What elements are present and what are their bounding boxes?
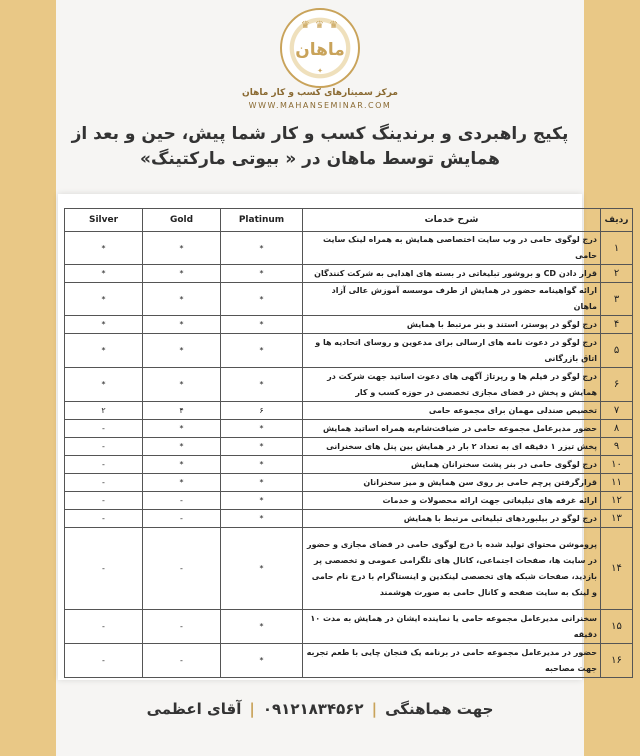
service-description: درج لوگو در پوستر، استند و بنر مرتبط با همایش xyxy=(303,316,601,334)
row-number: ۱۴ xyxy=(601,528,633,610)
row-number: ۴ xyxy=(601,316,633,334)
gold-value: * xyxy=(143,283,221,316)
gold-value: * xyxy=(143,420,221,438)
gold-value: - xyxy=(143,510,221,528)
service-description: حضور مدیرعامل مجموعه حامی در ضیافت‌شام‌به همراه اساتید همایش xyxy=(303,420,601,438)
table-row xyxy=(65,334,633,368)
brand-tagline: مرکز سمینارهای کسب و کار ماهان xyxy=(242,88,398,98)
gold-value: * xyxy=(143,438,221,456)
silver-value: * xyxy=(65,368,143,402)
row-number: ۹ xyxy=(601,438,633,456)
silver-value: - xyxy=(65,528,143,610)
silver-value: - xyxy=(65,420,143,438)
table-row xyxy=(65,474,633,492)
platinum-value: * xyxy=(221,528,303,610)
platinum-value: * xyxy=(221,232,303,265)
row-number: ۳ xyxy=(601,283,633,316)
row-number: ۱۳ xyxy=(601,510,633,528)
table-row xyxy=(65,438,633,456)
table-row xyxy=(65,610,633,644)
gold-value: * xyxy=(143,316,221,334)
header-platinum: Platinum xyxy=(221,209,303,232)
silver-value: - xyxy=(65,438,143,456)
silver-value: - xyxy=(65,644,143,678)
service-description: ارائه غرفه های تبلیغاتی جهت ارائه محصولات و خدمات xyxy=(303,492,601,510)
silver-value: - xyxy=(65,456,143,474)
page-title: پکیج راهبردی و برندینگ کسب و کار شما پیش، حین و بعد از همایش توسط ماهان در « بیوتی مارکتینگ» xyxy=(71,124,569,169)
gold-value: - xyxy=(143,644,221,678)
silver-value: * xyxy=(65,316,143,334)
contact-phone: ۰۹۱۲۱۸۳۴۵۶۲ xyxy=(262,700,364,718)
footer-separator: | xyxy=(371,700,378,718)
table-row xyxy=(65,283,633,316)
silver-value: - xyxy=(65,474,143,492)
gold-value: * xyxy=(143,334,221,368)
table-row xyxy=(65,402,633,420)
brand-header xyxy=(56,0,584,116)
table-row xyxy=(65,644,633,678)
header-row-number: ردیف xyxy=(601,209,633,232)
row-number: ۱ xyxy=(601,232,633,265)
silver-value: * xyxy=(65,334,143,368)
brand-url: WWW.MAHANSEMINAR.COM xyxy=(248,101,392,110)
services-card xyxy=(58,194,629,680)
contact-person: آقای اعظمی xyxy=(146,700,242,718)
header-services: شرح خدمات xyxy=(303,209,601,232)
gold-value: * xyxy=(143,232,221,265)
service-description: حضور در مدیرعامل مجموعه حامی در برنامه یک فنجان چایی با طعم تجربه جهت مصاحبه xyxy=(303,644,601,678)
silver-value: * xyxy=(65,283,143,316)
platinum-value: * xyxy=(221,644,303,678)
platinum-value: * xyxy=(221,316,303,334)
left-border-band xyxy=(0,0,56,756)
logo-wordmark: ماهان xyxy=(295,40,345,60)
table-row xyxy=(65,265,633,283)
row-number: ۵ xyxy=(601,334,633,368)
row-number: ۶ xyxy=(601,368,633,402)
platinum-value: ۶ xyxy=(221,402,303,420)
table-row xyxy=(65,368,633,402)
platinum-value: * xyxy=(221,610,303,644)
gold-value: * xyxy=(143,456,221,474)
table-row xyxy=(65,528,633,610)
gold-value: - xyxy=(143,610,221,644)
service-description: درج لوگوی حامی در وب سایت اختصاصی همایش به همراه لینک سایت حامی xyxy=(303,232,601,265)
silver-value: - xyxy=(65,510,143,528)
platinum-value: * xyxy=(221,438,303,456)
row-number: ۲ xyxy=(601,265,633,283)
table-row xyxy=(65,492,633,510)
silver-value: * xyxy=(65,265,143,283)
table-header-row xyxy=(65,209,633,232)
table-row xyxy=(65,456,633,474)
table-row xyxy=(65,316,633,334)
service-description: درج لوگو در بیلبوردهای تبلیغاتی مرتبط با همایش xyxy=(303,510,601,528)
mahan-logo xyxy=(280,8,360,88)
row-number: ۱۲ xyxy=(601,492,633,510)
service-description: پخش تیزر ۱ دقیقه ای به تعداد ۲ بار در همایش بین پنل های سخنرانی xyxy=(303,438,601,456)
service-description: درج لوگوی حامی در بنر پشت سخنرانان همایش xyxy=(303,456,601,474)
service-description: درج لوگو در فیلم ها و رپرتاژ آگهی های دعوت اساتید جهت شرکت در همایش و پخش در فضای مجازی تخصصی در حوزه کسب و کار xyxy=(303,368,601,402)
service-description: قرار دادن CD و بروشور تبلیغاتی در بسته های اهدایی به شرکت کنندگان xyxy=(303,265,601,283)
gold-value: ۴ xyxy=(143,402,221,420)
table-row xyxy=(65,232,633,265)
platinum-value: * xyxy=(221,474,303,492)
silver-value: - xyxy=(65,492,143,510)
platinum-value: * xyxy=(221,492,303,510)
service-description: درج لوگو در دعوت نامه های ارسالی برای مدعوین و روسای اتحادیه ها و اتاق بازرگانی xyxy=(303,334,601,368)
gold-value: * xyxy=(143,474,221,492)
contact-footer xyxy=(56,700,584,718)
service-description: سخنرانی مدیرعامل مجموعه حامی یا نماینده ایشان در همایش به مدت ۱۰ دقیقه xyxy=(303,610,601,644)
platinum-value: * xyxy=(221,283,303,316)
footer-separator: | xyxy=(249,700,255,718)
platinum-value: * xyxy=(221,420,303,438)
table-row xyxy=(65,420,633,438)
row-number: ۱۵ xyxy=(601,610,633,644)
header-gold: Gold xyxy=(143,209,221,232)
platinum-value: * xyxy=(221,265,303,283)
silver-value: - xyxy=(65,610,143,644)
row-number: ۱۱ xyxy=(601,474,633,492)
row-number: ۱۰ xyxy=(601,456,633,474)
header-silver: Silver xyxy=(65,209,143,232)
silver-value: ۲ xyxy=(65,402,143,420)
platinum-value: * xyxy=(221,456,303,474)
content-panel xyxy=(56,0,629,756)
gold-value: * xyxy=(143,368,221,402)
platinum-value: * xyxy=(221,368,303,402)
services-table xyxy=(64,208,633,678)
service-description: پروموشن محتوای تولید شده با درج لوگوی حامی در فضای مجازی و حضور در سایت ها، صفحات اجتماعی، کانال های تلگرامی عمومی و تخصصی پر بازدید، صفحات شبکه های تخصصی لینکدین و اینستاگرام با درج نام حامی و لینک به سایت صفحه و کانال حامی به صورت هوشمند xyxy=(303,528,601,610)
row-number: ۸ xyxy=(601,420,633,438)
service-description: تخصیص صندلی مهمان برای مجموعه حامی xyxy=(303,402,601,420)
service-description: ارائه گواهینامه حضور در همایش از طرف موسسه آموزش عالی آزاد ماهان xyxy=(303,283,601,316)
gold-value: * xyxy=(143,265,221,283)
contact-label: جهت هماهنگی xyxy=(385,700,494,718)
crown-icon: ♛ ♛ ♛ xyxy=(300,20,340,31)
logo-ribbon-icon: ✦ xyxy=(317,67,323,75)
service-description: قرارگرفتن پرچم حامی بر روی سن همایش و میز سخنرانان xyxy=(303,474,601,492)
row-number: ۷ xyxy=(601,402,633,420)
table-row xyxy=(65,510,633,528)
row-number: ۱۶ xyxy=(601,644,633,678)
platinum-value: * xyxy=(221,510,303,528)
gold-value: - xyxy=(143,492,221,510)
gold-value: - xyxy=(143,528,221,610)
silver-value: * xyxy=(65,232,143,265)
platinum-value: * xyxy=(221,334,303,368)
